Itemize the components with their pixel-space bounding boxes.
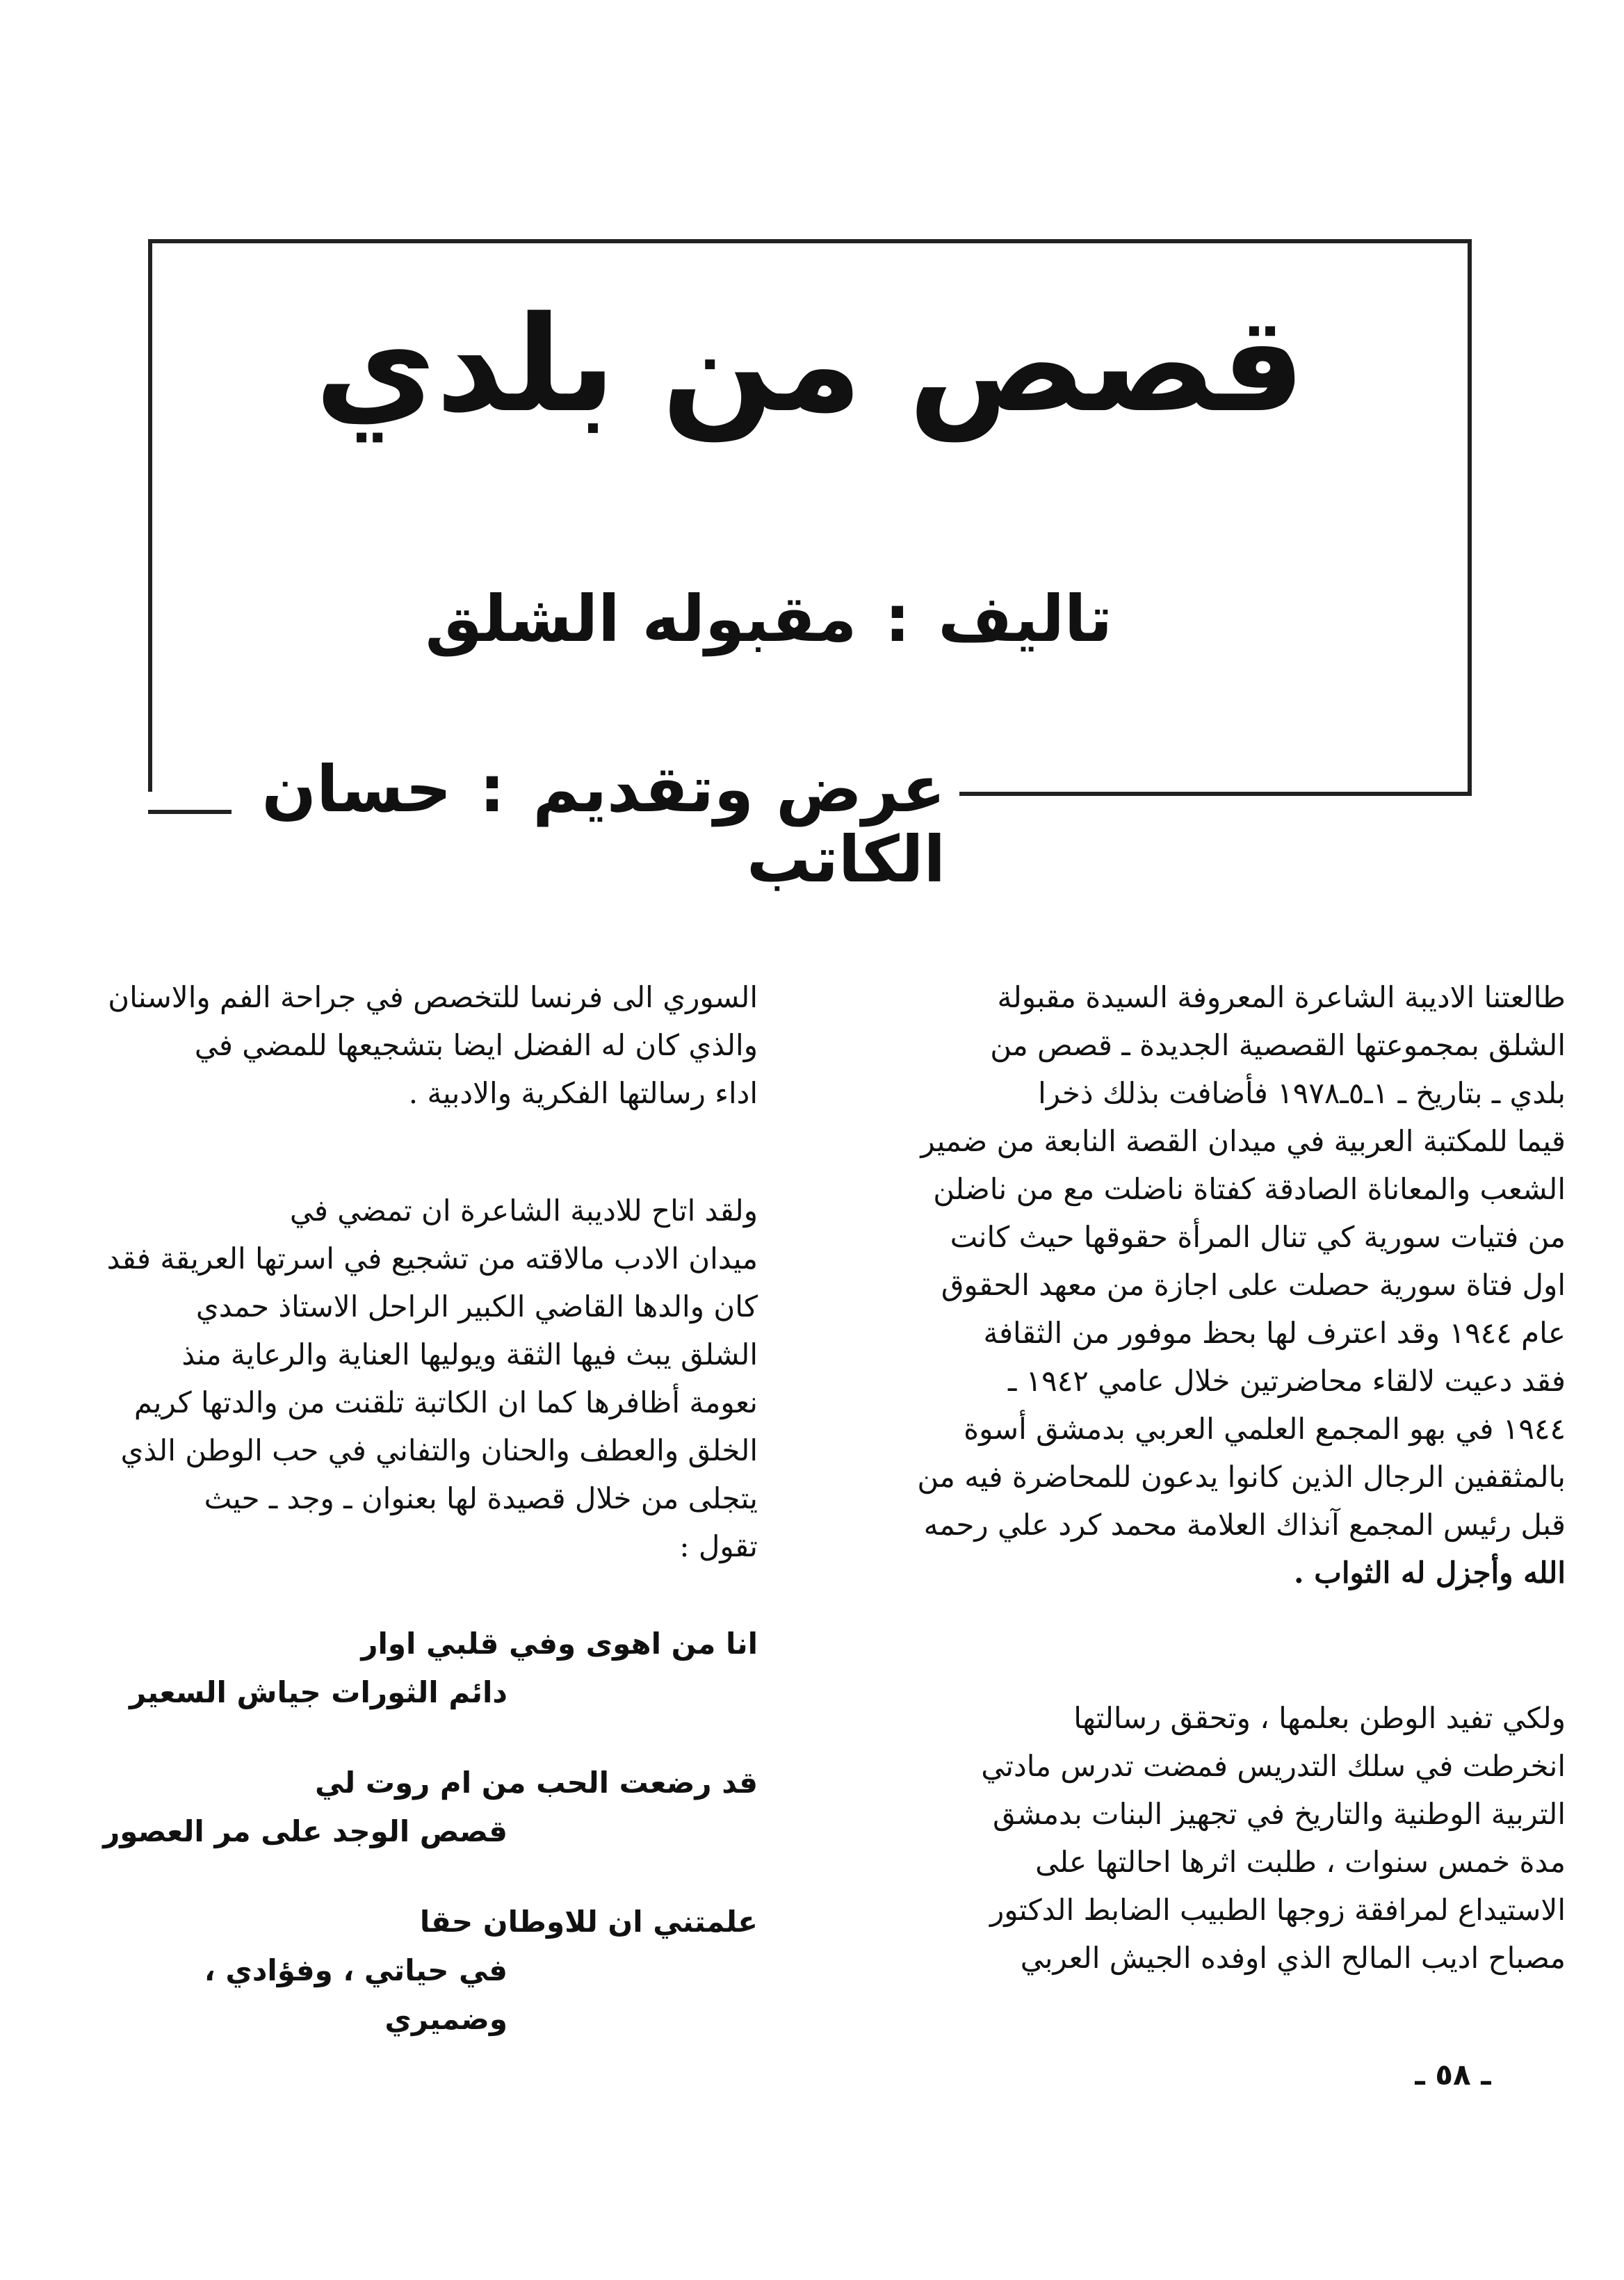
poem-stanza xyxy=(90,1620,758,1717)
presenter-label: عرض وتقديم xyxy=(533,752,945,826)
text-line: الشلق يبث فيها الثقة ويوليها العناية والرعاية منذ xyxy=(181,1337,758,1371)
presenter-name: حسان الكاتب xyxy=(261,752,945,897)
left-column xyxy=(90,973,758,1570)
text-line: كان والدها القاضي الكبير الراحل الاستاذ حمدي xyxy=(195,1289,758,1324)
frame-rule-left xyxy=(148,810,232,814)
text-line: قبل رئيس المجمع آنذاك العلامة محمد كرد علي رحمه xyxy=(923,1508,1566,1542)
text-line: التربية الوطنية والتاريخ في تجهيز البنات بدمشق xyxy=(992,1797,1566,1831)
poem-stanza xyxy=(90,1759,758,1856)
article-title: قصص من بلدي xyxy=(314,288,1306,441)
text-line: السوري الى فرنسا للتخصص في جراحة الفم والاسنان xyxy=(108,980,758,1014)
text-line: اداء رسالتها الفكرية والادبية . xyxy=(408,1076,758,1110)
text-line: الشلق بمجموعتها القصصية الجديدة ـ قصص من xyxy=(990,1028,1566,1062)
poem-line-second: في حياتي ، وفؤادي ، وضميري xyxy=(204,1953,508,2036)
presenter-separator: : xyxy=(479,752,505,826)
author-name: مقبوله الشلق xyxy=(425,582,857,656)
text-line: ولكي تفيد الوطن بعلمها ، وتحقق رسالتها xyxy=(1073,1701,1566,1735)
text-line: عام ١٩٤٤ وقد اعترف لها بحظ موفور من الثقافة xyxy=(983,1316,1566,1350)
paragraph-gap xyxy=(90,1117,758,1187)
poem-line-first: علمتني ان للاوطان حقا xyxy=(419,1905,758,1939)
poem-stanza xyxy=(90,1898,758,2044)
author-line xyxy=(278,584,1112,654)
text-line: الاستيداع لمرافقة زوجها الطبيب الضابط الدكتور xyxy=(989,1893,1566,1927)
poem-line-second: دائم الثورات جياش السعير xyxy=(129,1675,508,1709)
poem-line-first: قد رضعت الحب من ام روت لي xyxy=(314,1766,758,1800)
text-line: فقد دعيت لالقاء محاضرتين خلال عامي ١٩٤٢ ـ xyxy=(1007,1364,1566,1398)
presenter-line xyxy=(236,754,959,895)
text-line: اول فتاة سورية حصلت على اجازة من معهد الحقوق xyxy=(941,1268,1566,1302)
text-line: انخرطت في سلك التدريس فمضت تدرس مادتي xyxy=(981,1749,1566,1783)
text-line: طالعتنا الاديبة الشاعرة المعروفة السيدة مقبولة xyxy=(997,980,1566,1014)
text-line: تقول : xyxy=(679,1529,758,1563)
text-line: مدة خمس سنوات ، طلبت اثرها احالتها على xyxy=(1035,1845,1566,1879)
text-line: مصباح اديب المالح الذي اوفده الجيش العربي xyxy=(1020,1941,1566,1975)
text-line: من فتيات سورية كي تنال المرأة حقوقها حيث كانت xyxy=(950,1220,1566,1254)
text-line: والذي كان له الفضل ايضا بتشجيعها للمضي في xyxy=(194,1028,758,1062)
author-separator: : xyxy=(884,582,911,656)
text-line: بالمثقفين الرجال الذين كانوا يدعون للمحاضرة فيه من xyxy=(917,1460,1566,1494)
text-line: الخلق والعطف والحنان والتفاني في حب الوطن الذي xyxy=(120,1433,758,1467)
poem xyxy=(90,1620,758,2085)
text-line: بلدي ـ بتاريخ ـ ١ـ٥ـ١٩٧٨ فأضافت بذلك ذخرا xyxy=(1038,1076,1566,1110)
text-line: قيما للمكتبة العربية في ميدان القصة النابعة من ضمير xyxy=(920,1124,1566,1158)
page-number: ـ ٥٨ ـ xyxy=(1415,2058,1491,2092)
poem-line-first: انا من اهوى وفي قلبي اوار xyxy=(361,1627,758,1661)
text-line: الشعب والمعاناة الصادقة كفتاة ناضلت مع من ناضلن xyxy=(933,1172,1566,1206)
text-line: نعومة أظافرها كما ان الكاتبة تلقنت من والدتها كريم xyxy=(133,1385,758,1419)
poem-line-second: قصص الوجد على مر العصور xyxy=(103,1814,508,1848)
text-line: ١٩٤٤ في بهو المجمع العلمي العربي بدمشق أسوة xyxy=(964,1412,1566,1446)
text-line: يتجلى من خلال قصيدة لها بعنوان ـ وجد ـ حيث xyxy=(204,1481,758,1515)
text-line: ميدان الادب مالاقته من تشجيع في اسرتها العريقة فقد xyxy=(106,1241,758,1276)
frame-rule-right xyxy=(943,792,1472,796)
right-column xyxy=(877,973,1566,1982)
text-line: ولقد اتاح للاديبة الشاعرة ان تمضي في xyxy=(289,1194,758,1228)
author-label: تاليف xyxy=(938,582,1112,656)
text-line: الله وأجزل له الثواب . xyxy=(1294,1556,1566,1590)
paragraph-gap xyxy=(877,1597,1566,1694)
